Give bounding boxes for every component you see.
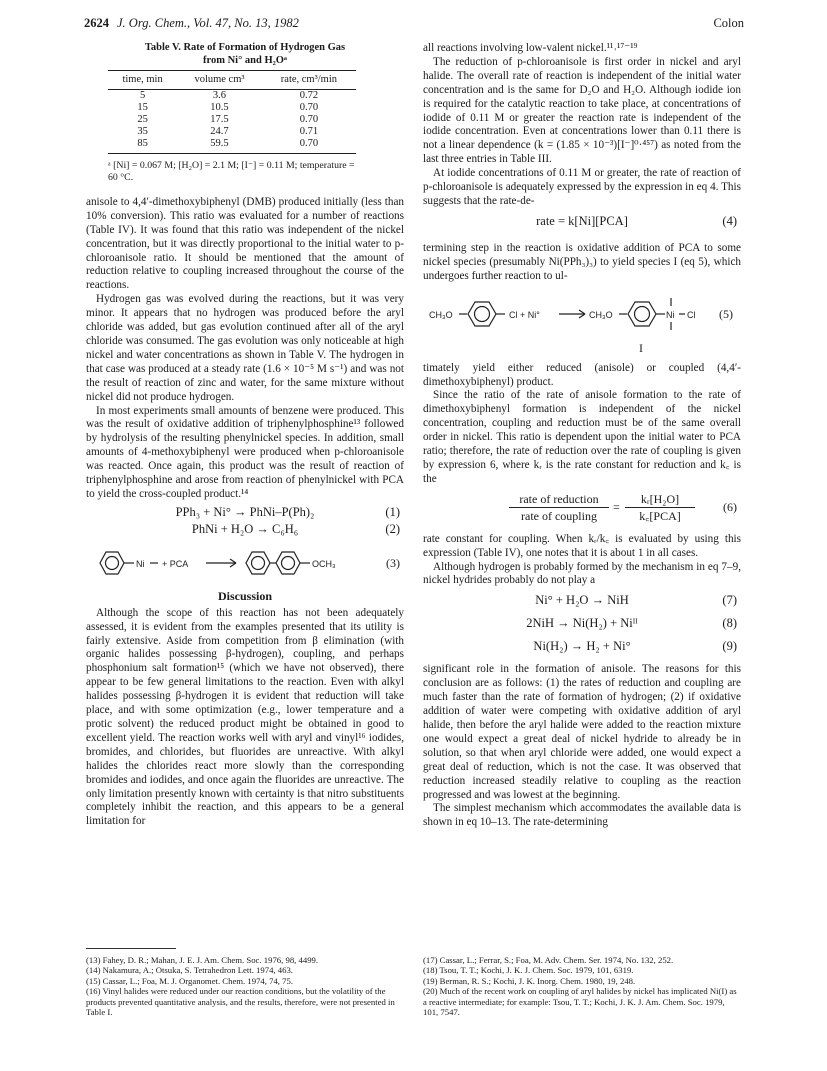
table-cell: 5 [139, 89, 146, 101]
table-cell: 59.5 [177, 138, 262, 154]
equation-number: (8) [722, 616, 737, 631]
left-column [86, 42, 404, 829]
journal-citation: J. Org. Chem., Vol. 47, No. 13, 1982 [117, 16, 299, 30]
equation-7 [423, 594, 741, 611]
footnotes-right [423, 955, 741, 1017]
table-title [86, 42, 404, 67]
benzene-ring [100, 552, 124, 574]
table-row [108, 114, 356, 126]
paragraph: Since the ratio of the rate of anisole formation to the rate of dimethoxybiphenyl formation is independent of the nickel concentration, coupling and reduction must be of the same overall order in nickel. This ratio is dependent upon the initial water to PCA ratio; therefore, the rate of reduction over the rate of coupling is given by expression 6, where kᵣ is the rate constant for reduction and k꜀ is the [423, 389, 741, 485]
paragraph: Although the scope of this reaction has not been adequately assessed, it is evident from the examples presented that its utility is fairly extensive. Aside from competition from β elimination (with organic halides possessing β-hydrogen), coupling, and perhaps phosphonium salt formation¹⁵ (which we have not observed), there appear to be few general limitations to the reaction. Even with alkyl halides possessing β-hydrogen it is evident that reduction will take place, and with some optimization (e.g., lower temperature and a protic solvent) the reduced product might be obtained in good to excellent yield. The reaction works well with aryl and vinyl¹⁶ iodides, bromides, and chlorides, but fluorides are unreactive. With alkyl halides the chlorides react more slowly than the corresponding bromides and iodides, and once again the fluorides are unreactive. The only limitation presently known with certainty is that nitro substituents completely inhibit the reaction, and this appears to be a general limitation for [86, 606, 404, 828]
table-cell: 0.71 [299, 125, 319, 137]
paragraph: timately yield either reduced (anisole) or coupled (4,4′-dimethoxybiphenyl) product. [423, 361, 741, 388]
footnote: (17) Cassar, L.; Ferrar, S.; Foa, M. Adv. Chem. Ser. 1974, No. 132, 252. [423, 955, 674, 965]
table-cell: 15 [137, 101, 148, 113]
table-row [108, 102, 356, 114]
right-column [423, 42, 741, 830]
compound-label: I [639, 340, 643, 355]
equation-body: rate = k[Ni][PCA] [536, 213, 628, 228]
footnote: (14) Nakamura, A.; Otsuka, S. Tetrahedron Lett. 1974, 463. [86, 965, 293, 976]
paragraph: rate constant for coupling. When kᵣ/k꜀ is evaluated by using this expression (Table IV), one notes that it is about 1 in all cases. [423, 532, 741, 559]
paragraph: all reactions involving low-valent nickel.¹¹˒¹⁷⁻¹⁹ [423, 42, 638, 54]
equation-number: (2) [385, 521, 400, 536]
equation-body: Ni(H₂) → H₂ + Ni° [533, 639, 631, 654]
footnote: (20) Much of the recent work on coupling of aryl halides by nickel has implicated Ni(I) as a reactive intermediate; for example: Tsou, T. T.; Kochi, J. K. J. Am. Chem. Soc. 1979, 101, 7547. [423, 986, 737, 1018]
equation-number: (4) [722, 213, 737, 228]
equation-body: Ni° + H₂O → NiH [535, 593, 629, 608]
table-footnote: ᵃ [Ni] = 0.067 M; [H₂O] = 2.1 M; [I⁻] = 0.11 M; temperature = 60 °C. [108, 159, 355, 183]
discussion-heading: Discussion [217, 588, 273, 603]
equals-sign: = [613, 499, 620, 514]
table-row [108, 126, 356, 138]
fraction-numerator: kᵣ[H₂O] [625, 493, 695, 508]
eq5-methoxy-label: CH₃O [589, 309, 613, 320]
hydrogen-rate-table [108, 70, 356, 154]
paragraph: The simplest mechanism which accommodates the available data is shown in eq 10–13. The rate-determining [423, 802, 741, 829]
table-title-line-1: Table V. Rate of Formation of Hydrogen Gas [144, 42, 346, 53]
fraction-denominator: k꜀[PCA] [639, 508, 681, 523]
fraction-denominator: rate of coupling [521, 508, 597, 523]
equation-3-scheme [86, 544, 404, 584]
equation-number: (6) [723, 499, 737, 514]
paragraph: anisole to 4,4′-dimethoxybiphenyl (DMB) produced initially (less than 10% conversion). This ratio was evaluated for a number of reactions (Table IV). It was found that this ratio was independent of the nickel concentration, but it was directly proportional to the initial water to p-chloroanisole ratio. It should be mentioned that the amount of reduction relative to coupling increased throughout the course of the reactions. [86, 195, 404, 292]
table-cell: 85 [108, 138, 177, 154]
table-row [108, 138, 356, 154]
footnote: (13) Fahey, D. R.; Mahan, J. E. J. Am. Chem. Soc. 1976, 98, 4499. [86, 955, 319, 965]
paragraph: In most experiments small amounts of benzene were produced. This was the result of oxidative addition of triphenylphosphine¹³ followed by hydrolysis of the resulting phenylnickel species. In addition, small amounts of 4-methoxybiphenyl were produced when p-chloroanisole was reacted. Once again, this product was the result of reaction of triphenylphosphine and arose from reaction of phenylnickel with PCA to yield the cross-coupled product.¹⁴ [86, 404, 404, 500]
table-cell: 10.5 [210, 101, 229, 113]
benzene-ring [628, 302, 656, 326]
paragraph: significant role in the formation of anisole. The reasons for this conclusion are as follows: (1) the rates of reduction and coupling are much faster than the rate of formation of hydrogen; (2) if oxidative addition of water were competing with oxidative addition of aryl halide, then before the aryl halide were added to the reaction mixture one would expect a great deal of nickel hydride to already be in solution, so that when aryl chloride were added, one would expect a great deal of reduction, which is not the case. It was observed that reduction increased steadily relative to coupling as the reaction progressed and was lowest at the beginning. [423, 663, 741, 801]
eq5-nickel-label: Ni [666, 309, 675, 320]
reaction-3-structure [86, 544, 404, 584]
table-title-line-2: from Ni° and H₂Oᵃ [202, 54, 287, 66]
footnote-rule [86, 948, 176, 949]
table-cell: 35 [137, 125, 148, 137]
benzene-ring [276, 552, 300, 574]
eq5-chloride-label: Cl [687, 309, 696, 320]
equation-number: (3) [386, 555, 400, 570]
header-left [84, 16, 299, 31]
eq3-reagent-label: + PCA [162, 558, 189, 569]
table-cell: 0.70 [299, 101, 319, 113]
table-cell: 0.70 [262, 138, 356, 154]
page-number: 2624 [84, 16, 109, 30]
equation-body: PPh₃ + Ni° → PhNi–P(Ph)₂ [175, 504, 315, 519]
paragraph: Hydrogen gas was evolved during the reactions, but it was very minor. It appears that no hydrogen was produced before the aryl chloride was added, but gas evolution continued after all of the aryl chloride was consumed. The gas evolution was only noticeable at high nickel and water concentrations as shown in Table V. The hydrogen in that case was produced at a steady rate (1.6 × 10⁻⁵ M s⁻¹) and was not the result of reaction of zinc and water, for the same mixture without nickel did not produce hydrogen. [86, 293, 404, 403]
paragraph: At iodide concentrations of 0.11 M or greater, the rate of reaction of p-chloroanisole is adequately expressed by the expression in eq 4. This suggests that the rate-de- [423, 167, 741, 207]
footnote: (16) Vinyl halides were reduced under our reaction conditions, but the volatility of the products prevented quantitative analysis, and the results, therefore, were not presented in Table I. [86, 986, 395, 1018]
reaction-5-structure [423, 288, 741, 358]
table-cell: 24.7 [210, 125, 229, 137]
footnote: (18) Tsou, T. T.; Kochi, J. K. J. Chem. Soc. 1979, 101, 6319. [423, 965, 634, 976]
equation-1 [86, 506, 404, 523]
table-cell: 3.6 [212, 89, 227, 101]
equation-5-scheme [423, 288, 741, 358]
footnote: (19) Berman, R. S.; Kochi, J. K. Inorg. Chem. 1980, 19, 248. [423, 975, 636, 986]
equation-9 [423, 640, 741, 657]
running-header [84, 16, 744, 34]
eq3-nickel-label: Ni [136, 558, 145, 569]
author-name: Colon [713, 16, 744, 30]
fraction-numerator: rate of reduction [509, 493, 609, 508]
equation-number: (5) [719, 306, 733, 321]
table-row [108, 89, 356, 102]
equation-number: (1) [385, 504, 400, 519]
table-cell: 25 [137, 113, 148, 125]
equation-number: (9) [722, 639, 737, 654]
column-header: rate, cm³/min [262, 71, 356, 90]
equation-body: 2NiH → Ni(H₂) + Niᴵᴵ [526, 616, 638, 631]
table-cell: 17.5 [210, 113, 229, 125]
equation-6 [423, 491, 741, 529]
equation-2 [86, 523, 404, 540]
footnotes-left [86, 955, 404, 1017]
benzene-ring [468, 302, 496, 326]
paragraph: termining step in the reaction is oxidative addition of PCA to some nickel species (presumably Ni(PPh₃)₃) to yield species I (eq 5), which undergoes further reaction to ul- [423, 241, 741, 282]
equation-number: (7) [722, 593, 737, 608]
equation-body: PhNi + H₂O → C₆H₆ [191, 521, 299, 536]
paragraph: The reduction of p-chloroanisole is first order in nickel and aryl halide. The overall rate of reaction is independent of the initial water concentration and is the same for D₂O and H₂O. Although iodide ion is required for the catalytic reaction to take place, at concentrations of iodide of 0.11 M or greater the reaction rate is independent of the iodide concentration. Even at concentrations lower than 0.11 there is not a linear dependence (k = (1.85 × 10⁻³)[I⁻]⁰·⁴⁵⁷) as noted from the last three entries in Table III. [423, 55, 741, 166]
benzene-ring [246, 552, 270, 574]
equation-4 [423, 215, 741, 232]
paragraph: Although hydrogen is probably formed by the mechanism in eq 7–9, nickel hydrides probably do not play a [423, 560, 741, 587]
equation-8 [423, 617, 741, 634]
eq5-reactant-label: Cl + Ni° [509, 309, 540, 320]
footnote: (15) Cassar, L.; Foa, M. J. Organomet. Chem. 1974, 74, 75. [86, 975, 294, 986]
table-cell: 0.70 [299, 113, 319, 125]
column-header: volume cm³ [177, 71, 262, 90]
eq3-methoxy-label: OCH₃ [312, 558, 336, 569]
column-header: time, min [108, 71, 177, 90]
table-cell: 0.72 [299, 89, 319, 101]
eq5-methoxy-label: CH₃O [429, 309, 453, 320]
